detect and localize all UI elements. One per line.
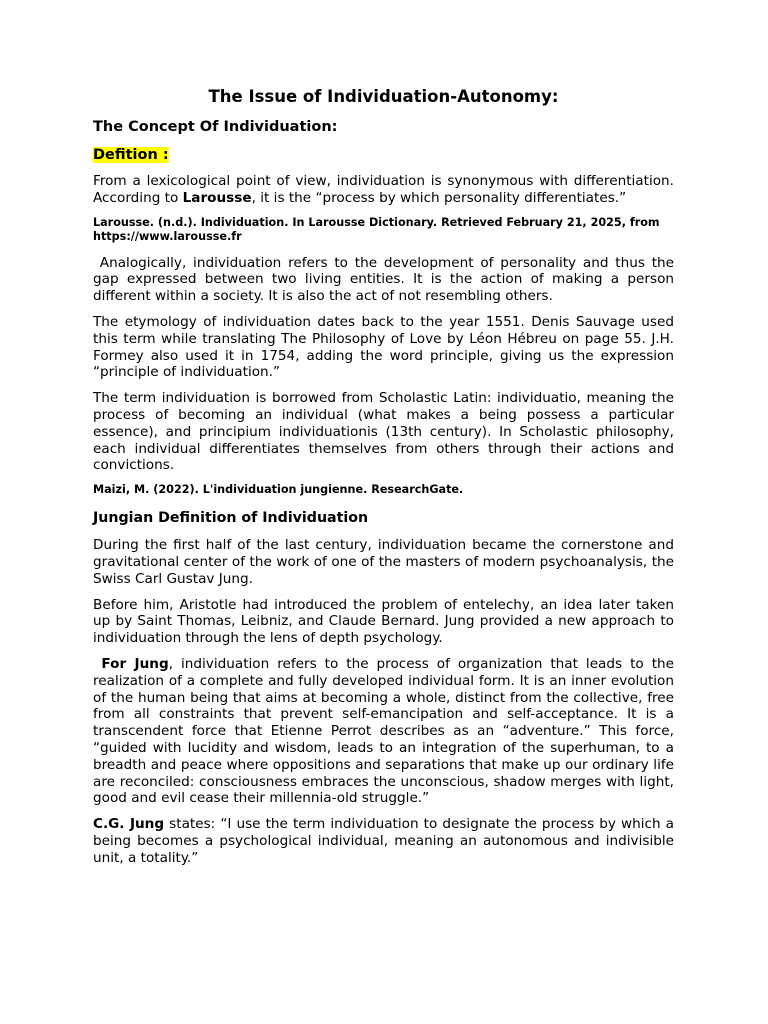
paragraph-first-half-century: During the first half of the last century, individuation became the cornerstone and gravitational center of the work of one of the masters of modern psychoanalysis, the Swiss Carl Gustav Jung. [93, 537, 674, 587]
definition-heading [93, 145, 674, 165]
paragraph-text: , it is the “process by which personality differentiates.” [251, 189, 627, 206]
reference-larousse: Larousse. (n.d.). Individuation. In Larousse Dictionary. Retrieved February 21, 2025, from https://www.larousse.fr [93, 215, 660, 243]
paragraph-jung-states [93, 816, 674, 866]
reference-maizi: Maizi, M. (2022). L'individuation jungienne. ResearchGate. [93, 483, 464, 497]
paragraph-aristotle: Before him, Aristotle had introduced the problem of entelechy, an idea later taken up by Saint Thomas, Leibniz, and Claude Bernard. Jung provided a new approach to individuation through the lens of depth psychology. [93, 596, 674, 647]
paragraph-for-jung [93, 655, 679, 807]
definition-highlight: Defition : [93, 147, 169, 163]
paragraph-etymology: The etymology of individuation dates back to the year 1551. Denis Sauvage used this term while translating The Philosophy of Love by Léon Hébreu on page 55. J.H. Formey also used it in 1754, adding the word principle, giving us the expression “principle of individuation.” [93, 313, 674, 381]
paragraph-larousse-definition [93, 173, 674, 207]
jungian-heading: Jungian Definition of Individuation [93, 510, 369, 527]
document-title: The Issue of Individuation-Autonomy: [208, 87, 559, 106]
for-jung-bold: For Jung [93, 655, 169, 672]
cg-jung-bold: C.G. Jung [93, 816, 165, 833]
paragraph-text: From a lexicological point of view, individuation is synonymous with differentiation. According to [93, 173, 674, 206]
paragraph-text: , individuation refers to the process of organization that leads to the realization of a complete and fully developed individual form. It is an inner evolution of the human being that aims at becoming a whole, distinct from the collective, free from all constraints that prevent self-emancipation and self-acceptance. It is a transcendent force that Etienne Perrot describes as an “adventure.” This force, “guided with lucidity and wisdom, leads to an integration of the superhuman, to a breadth and peace where oppositions and separations that make up our ordinary life are reconciled: consciousness embraces the unconscious, shadow merges with light, good and evil cease their millennia-old struggle.” [93, 655, 679, 807]
larousse-bold: Larousse [182, 189, 252, 206]
paragraph-analogically: Analogically, individuation refers to the development of personality and thus the gap expressed between two living entities. It is the action of making a person different within a society. It is also the act of not resembling others. [93, 254, 679, 305]
paragraph-scholastic-latin: The term individuation is borrowed from Scholastic Latin: individuatio, meaning the process of becoming an individual (what makes a being possess a particular essence), and principium individuationis (13th century). In Scholastic philosophy, each individual differentiates themselves from others through their actions and convictions. [93, 390, 674, 474]
paragraph-text: states: “I use the term individuation to designate the process by which a being becomes a psychological individual, meaning an autonomous and indivisible unit, a totality.” [93, 816, 674, 866]
concept-heading: The Concept Of Individuation: [93, 119, 338, 135]
document-page [93, 86, 679, 876]
